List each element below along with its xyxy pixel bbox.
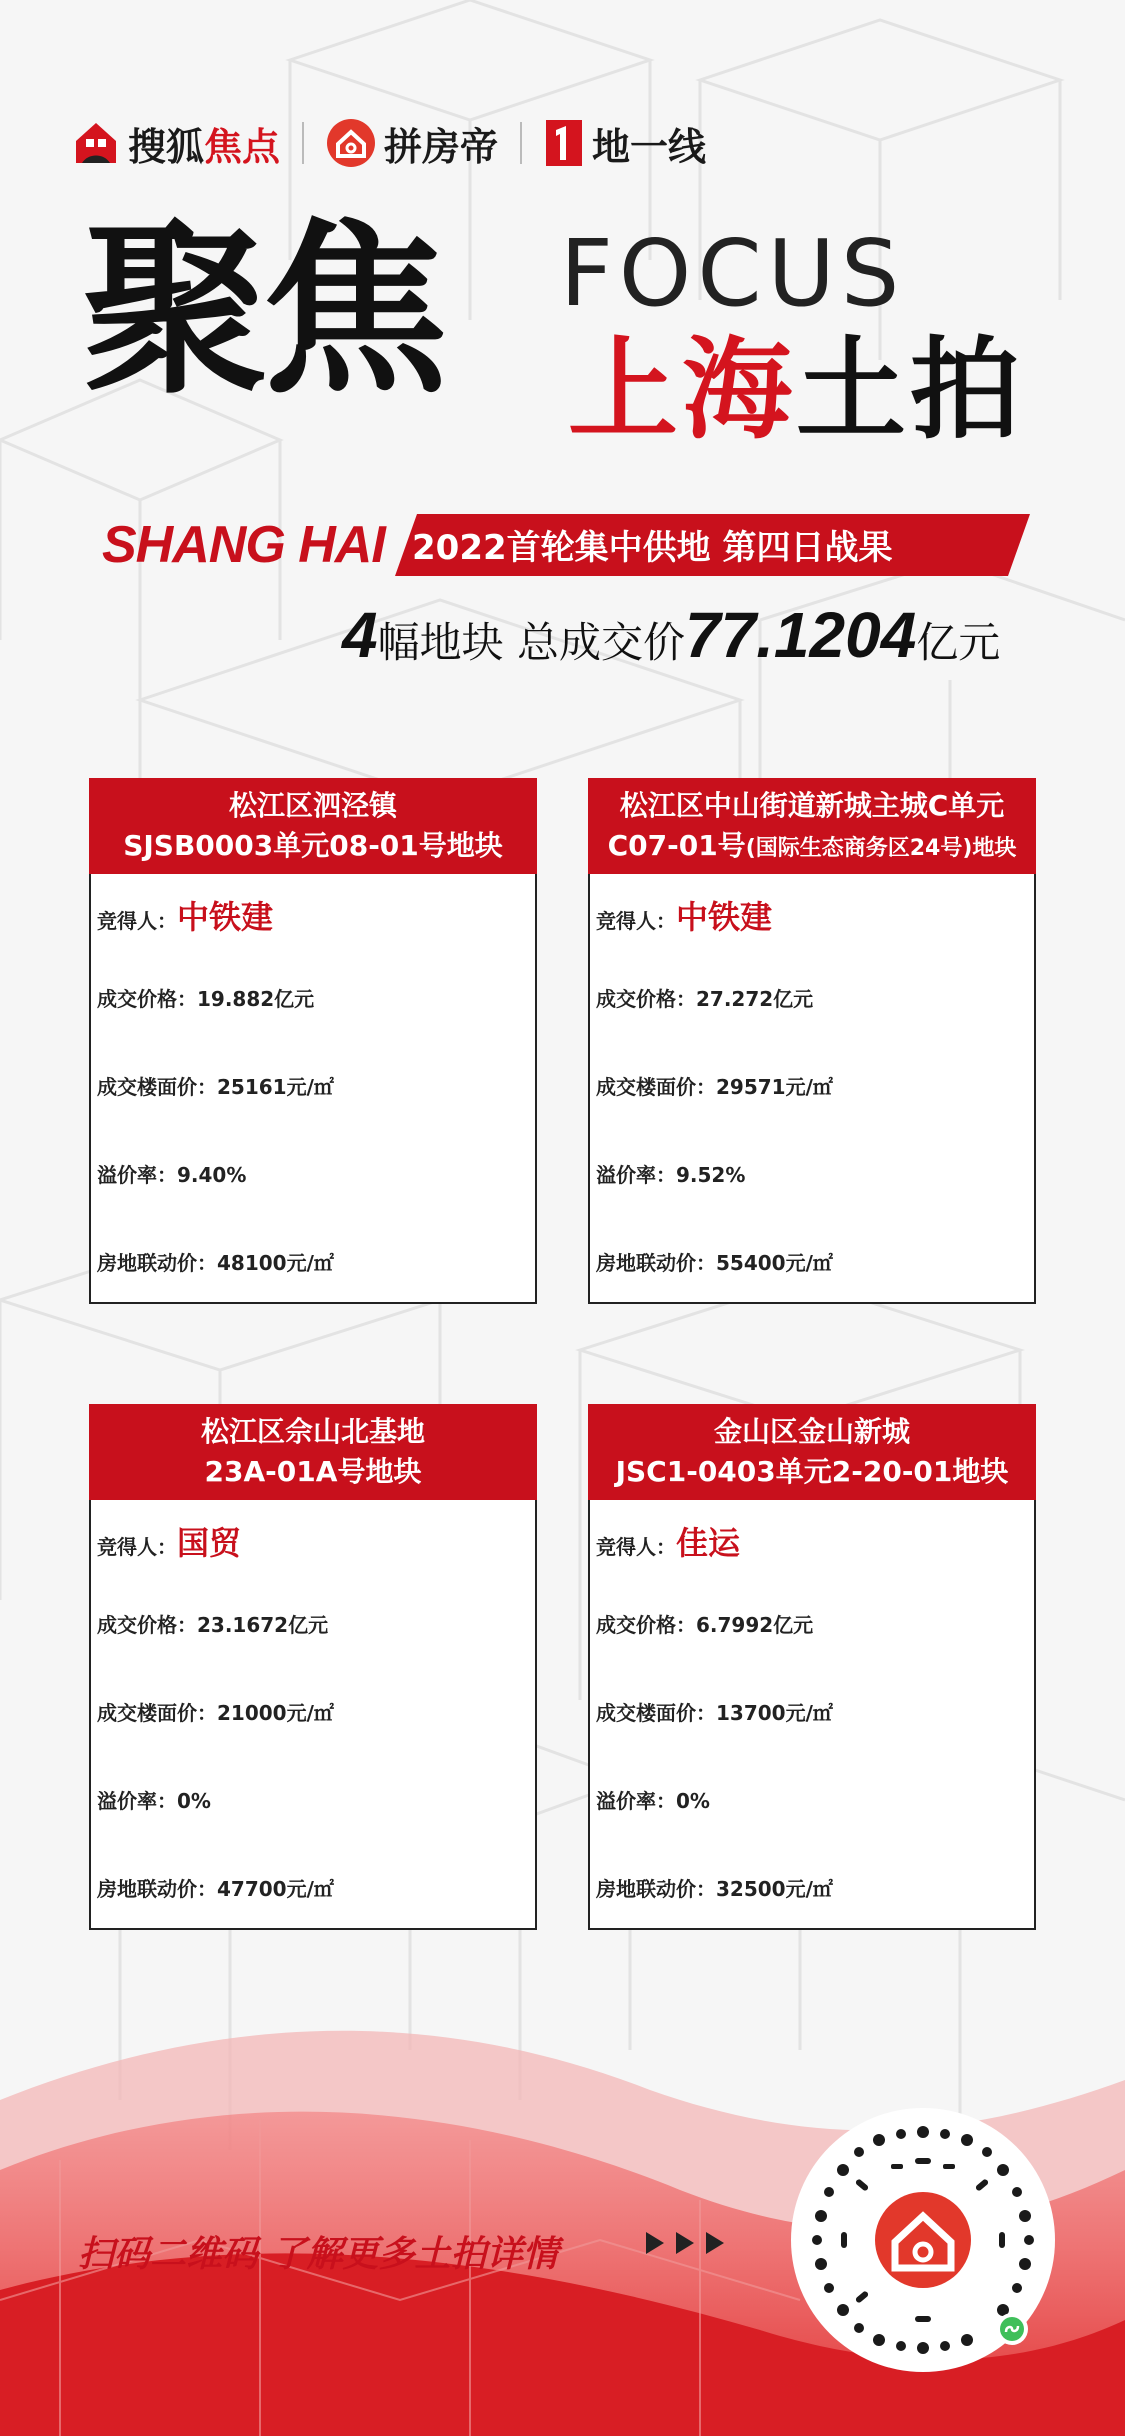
floor-price-row — [596, 1071, 833, 1100]
scan-cta-text: 扫码二维码 了解更多土拍详情 — [78, 2234, 559, 2275]
price-value: 19.882亿元 — [197, 987, 315, 1011]
card-title-2: JSC1-0403单元2-20-01地块 — [615, 1455, 1009, 1488]
linked-price-label: 房地联动价： — [97, 1251, 217, 1275]
headline-band-text: 2022首轮集中供地 第四日战果 — [412, 528, 893, 568]
summary-text-1: 幅地块 总成交价 — [377, 618, 685, 667]
price-label: 成交价格： — [97, 987, 197, 1011]
price-label: 成交价格： — [97, 1613, 197, 1637]
floor-price-row — [97, 1697, 334, 1726]
cta-arrows — [646, 2232, 724, 2254]
linked-price-row — [596, 1873, 833, 1902]
price-label: 成交价格： — [596, 987, 696, 1011]
card-title-2: 23A-01A号地块 — [204, 1455, 422, 1488]
floor-price-label: 成交楼面价： — [596, 1075, 716, 1099]
price-row — [596, 983, 813, 1012]
logo-focus-text: 焦点 — [204, 124, 281, 169]
price-value: 27.272亿元 — [696, 987, 814, 1011]
linked-price-row — [97, 1247, 334, 1276]
premium-label: 溢价率： — [97, 1789, 177, 1813]
winner-label: 竞得人： — [596, 909, 676, 933]
premium-value: 0% — [177, 1789, 211, 1813]
card-header — [89, 1404, 537, 1500]
main-title: 聚焦 — [82, 202, 443, 419]
arrow-right-icon — [646, 2232, 664, 2254]
winner-row — [596, 1518, 740, 1564]
linked-price-label: 房地联动价： — [596, 1251, 716, 1275]
land-card — [89, 1404, 537, 1930]
sub-title-red: 上海 — [568, 326, 796, 454]
floor-price-label: 成交楼面价： — [596, 1701, 716, 1725]
winner-value: 中铁建 — [177, 898, 274, 936]
premium-row — [596, 1159, 745, 1188]
arrow-right-icon — [706, 2232, 724, 2254]
linked-price-value: 55400元/㎡ — [716, 1251, 833, 1275]
linked-price-label: 房地联动价： — [97, 1877, 217, 1901]
summary-text-2: 亿元 — [916, 618, 1001, 667]
floor-price-label: 成交楼面价： — [97, 1701, 217, 1725]
winner-value: 佳运 — [676, 1524, 741, 1562]
floor-price-value: 29571元/㎡ — [716, 1075, 833, 1099]
linked-price-label: 房地联动价： — [596, 1877, 716, 1901]
floor-price-value: 21000元/㎡ — [217, 1701, 334, 1725]
sohu-focus-logo — [72, 116, 280, 171]
shanghai-label: SHANG HAI — [102, 516, 385, 574]
land-card — [89, 778, 537, 1304]
summary-total: 77.1204 — [684, 599, 917, 671]
header-logos — [72, 108, 1072, 178]
card-header — [588, 778, 1036, 874]
price-value: 23.1672亿元 — [197, 1613, 329, 1637]
premium-row — [596, 1785, 710, 1814]
summary-line — [342, 598, 1000, 672]
card-header — [89, 778, 537, 874]
winner-label: 竞得人： — [97, 1535, 177, 1559]
linked-price-value: 32500元/㎡ — [716, 1877, 833, 1901]
winner-value: 中铁建 — [676, 898, 773, 936]
floor-price-value: 25161元/㎡ — [217, 1075, 334, 1099]
logo-divider — [520, 122, 522, 164]
sub-title — [568, 326, 1024, 454]
card-title-1: 金山区金山新城 — [713, 1415, 910, 1448]
floor-price-row — [596, 1697, 833, 1726]
arrow-right-icon — [676, 2232, 694, 2254]
qr-code[interactable] — [795, 2112, 1051, 2368]
summary-count: 4 — [342, 599, 378, 671]
card-title-2: C07-01号 — [607, 829, 746, 862]
floor-price-row — [97, 1071, 334, 1100]
winner-row — [97, 1518, 241, 1564]
card-title-2-small: (国际生态商务区24号)地块 — [745, 836, 1017, 861]
card-header — [588, 1404, 1036, 1500]
pinfangdi-logo — [326, 116, 498, 171]
floor-price-label: 成交楼面价： — [97, 1075, 217, 1099]
wechat-mini-program-icon — [995, 2312, 1029, 2346]
premium-label: 溢价率： — [596, 1789, 676, 1813]
price-row — [596, 1609, 813, 1638]
premium-value: 0% — [676, 1789, 710, 1813]
floor-price-value: 13700元/㎡ — [716, 1701, 833, 1725]
card-title-2: SJSB0003单元08-01号地块 — [123, 829, 503, 862]
price-value: 6.7992亿元 — [696, 1613, 814, 1637]
premium-row — [97, 1785, 211, 1814]
winner-label: 竞得人： — [596, 1535, 676, 1559]
premium-value: 9.52% — [676, 1163, 746, 1187]
premium-row — [97, 1159, 246, 1188]
price-label: 成交价格： — [596, 1613, 696, 1637]
winner-label: 竞得人： — [97, 909, 177, 933]
land-card — [588, 1404, 1036, 1930]
card-title-1: 松江区泗泾镇 — [228, 789, 397, 822]
logo-sohu-text: 搜狐 — [128, 124, 205, 169]
number-one-icon — [544, 118, 584, 168]
logo-pinfangdi-text: 拼房帝 — [384, 124, 499, 169]
diyixian-logo — [544, 116, 706, 171]
card-title-1: 松江区中山街道新城主城C单元 — [619, 789, 1005, 822]
sohu-house-icon — [72, 119, 120, 167]
linked-price-row — [97, 1873, 334, 1902]
linked-price-row — [596, 1247, 833, 1276]
linked-price-value: 48100元/㎡ — [217, 1251, 334, 1275]
card-title-1: 松江区佘山北基地 — [200, 1415, 425, 1448]
premium-value: 9.40% — [177, 1163, 247, 1187]
winner-row — [97, 892, 273, 938]
land-card — [588, 778, 1036, 1304]
winner-value: 国贸 — [177, 1524, 242, 1562]
focus-title: FOCUS — [560, 220, 906, 327]
linked-price-value: 47700元/㎡ — [217, 1877, 334, 1901]
logo-divider — [302, 122, 304, 164]
price-row — [97, 1609, 328, 1638]
sub-title-black: 土拍 — [796, 326, 1024, 454]
price-row — [97, 983, 314, 1012]
house-circle-icon — [326, 118, 376, 168]
premium-label: 溢价率： — [97, 1163, 177, 1187]
logo-diyixian-text: 地一线 — [592, 124, 707, 169]
premium-label: 溢价率： — [596, 1163, 676, 1187]
winner-row — [596, 892, 772, 938]
